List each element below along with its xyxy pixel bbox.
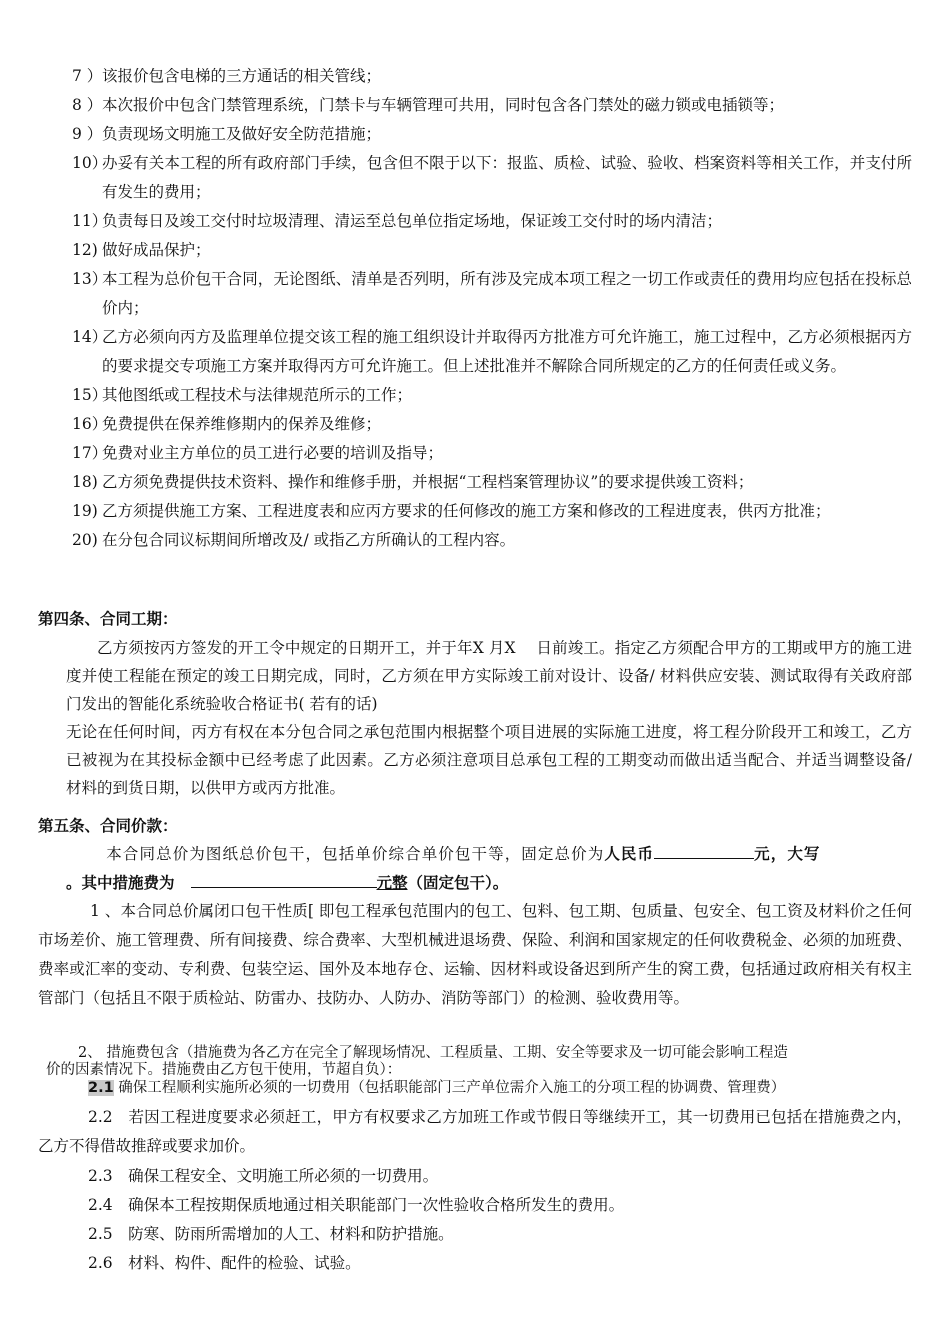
section-2-1 [88, 1080, 785, 1097]
list-item [72, 323, 912, 381]
list-item-text: 负责每日及竣工交付时垃圾清理、清运至总包单位指定场地，保证竣工交付时的场内清洁； [102, 212, 723, 230]
list-item [72, 62, 912, 91]
list-item [72, 468, 912, 497]
yuan-big-label: 元，大写 [754, 844, 821, 863]
list-item-number: 10） [72, 154, 108, 172]
article-5-paragraph-2-line-2: 价的因素情况下。措施费由乙方包干使用，节超自负）： [46, 1062, 402, 1078]
section-2-1-number: 2.1 [88, 1080, 114, 1096]
measure-fee-blank[interactable] [191, 871, 377, 888]
section-2-2: 2.2 若因工程进度要求必须赶工，甲方有权要求乙方加班工作或节假日等继续开工，其一切费用已包括在措施费之内，乙方不得借故推辞或要求加价。 [38, 1108, 912, 1155]
section-2-4: 2.4 确保本工程按期保质地通过相关职能部门一次性验收合格所发生的费用。 [88, 1196, 625, 1214]
list-item-number: 15） [72, 386, 108, 404]
section-2-6: 2.6 材料、构件、配件的检验、试验。 [88, 1254, 361, 1272]
list-item-number: 11） [72, 212, 108, 230]
article-5-paragraph-2-line-1: 2、 措施费包含（措施费为各乙方在完全了解现场情况、工程质量、工期、安全等要求及一切可能会影响工程造 [78, 1045, 788, 1061]
section-2-5: 2.5 防寒、防雨所需增加的人工、材料和防护措施。 [88, 1225, 454, 1243]
list-item [72, 236, 912, 265]
list-item-number: 12) [72, 241, 98, 259]
list-item-number: 17） [72, 444, 108, 462]
list-item [72, 120, 912, 149]
total-price-blank[interactable] [654, 842, 754, 859]
list-item-text: 免费提供在保养维修期内的保养及维修； [102, 415, 382, 433]
list-item-text: 本工程为总价包干合同，无论图纸、清单是否列明，所有涉及完成本项工程之一切工作或责任的费用均应包括在投标总价内； [102, 270, 912, 317]
section-2-3: 2.3 确保工程安全、文明施工所必须的一切费用。 [88, 1167, 439, 1185]
list-item [72, 439, 912, 468]
contract-price-text: 本合同总价为图纸总价包干，包括单价综合单价包干等，固定总价为 [106, 845, 605, 863]
rmb-label: 人民币 [604, 844, 655, 863]
measure-fee-line [66, 869, 912, 897]
list-item-number: 20) [72, 531, 98, 549]
list-item-text: 负责现场文明施工及做好安全防范措施； [102, 125, 382, 143]
list-item-text: 该报价包含电梯的三方通话的相关管线； [102, 67, 382, 85]
measure-fee-label: 。其中措施费为 [66, 873, 175, 892]
list-item [72, 381, 912, 410]
article-4-heading: 第四条、合同工期： [38, 609, 178, 628]
section-2-1-text: 确保工程顺利实施所必须的一切费用（包括职能部门三产单位需介入施工的分项工程的协调费、管理费） [118, 1080, 786, 1096]
list-item [72, 497, 912, 526]
list-item [72, 91, 912, 120]
list-item-number: 18) [72, 473, 98, 491]
contract-price-line [66, 840, 912, 868]
list-item-text: 乙方必须向丙方及监理单位提交该工程的施工组织设计并取得丙方批准方可允许施工，施工过程中，乙方必须根据丙方的要求提交专项施工方案并取得丙方可允许施工。但上述批准并不解除合同所规定的乙方的任何责任或义务。 [102, 328, 912, 375]
yuan-zheng-label: 元整 [376, 873, 408, 892]
list-item-text: 免费对业主方单位的员工进行必要的培训及指导； [102, 444, 444, 462]
list-item-number: 13） [72, 270, 108, 288]
list-item-text: 其他图纸或工程技术与法律规范所示的工作； [102, 386, 413, 404]
list-item [72, 526, 912, 555]
list-item-text: 乙方须提供施工方案、工程进度表和应丙方要求的任何修改的施工方案和修改的工程进度表，供丙方批准； [102, 502, 831, 520]
list-item-text: 在分包合同议标期间所增改及/ 或指乙方所确认的工程内容。 [102, 531, 516, 549]
list-item [72, 207, 912, 236]
list-item-text: 本次报价中包含门禁管理系统，门禁卡与车辆管理可共用，同时包含各门禁处的磁力锁或电插锁等； [102, 96, 785, 114]
list-item-number: 7 ） [72, 67, 103, 85]
article-5-heading: 第五条、合同价款： [38, 816, 178, 835]
article-4-paragraph-1: 乙方须按丙方签发的开工令中规定的日期开工，并于年X 月X 日前竣工。指定乙方须配合甲方的工期或甲方的施工进度并使工程能在预定的竣工日期完成，同时，乙方须在甲方实际竣工前对设计、设备/ 材料供应安装、测试取得有关政府部门发出的智能化系统验收合格证书( 若有的话) [66, 639, 912, 713]
fixed-lump-sum-label: （固定包干）。 [407, 873, 509, 892]
list-item-number: 8 ） [72, 96, 103, 114]
article-5-paragraph-1: 1 、本合同总价属闭口包干性质[ 即包工程承包范围内的包工、包料、包工期、包质量、包安全、包工资及材料价之任何市场差价、施工管理费、所有间接费、综合费率、大型机械进退场费、保险、利润和国家规定的任何收费税金、必须的加班费、费率或汇率的变动、专利费、包装空运、国外及本地存仓、运输、因材料或设备迟到所产生的窝工费，包括通过政府相关有权主管部门（包括且不限于质检站、防雷办、技防办、人防办、消防等部门）的检测、验收费用等。 [38, 902, 912, 1007]
list-item-number: 16） [72, 415, 108, 433]
list-item-text: 乙方须免费提供技术资料、操作和维修手册，并根据“工程档案管理协议”的要求提供竣工资料； [102, 473, 754, 491]
list-item [72, 410, 912, 439]
list-item-number: 9 ） [72, 125, 103, 143]
list-item [72, 149, 912, 207]
article-4-paragraph-2: 无论在任何时间，丙方有权在本分包合同之承包范围内根据整个项目进展的实际施工进度，将工程分阶段开工和竣工，乙方已被视为在其投标金额中已经考虑了此因素。乙方必须注意项目总承包工程的工期变动而做出适当配合、并适当调整设备/ 材料的到货日期，以供甲方或丙方批准。 [66, 723, 912, 797]
list-item-number: 14） [72, 328, 108, 346]
list-item-number: 19) [72, 502, 98, 520]
list-item [72, 265, 912, 323]
list-item-text: 办妥有关本工程的所有政府部门手续，包含但不限于以下：报监、质检、试验、验收、档案资料等相关工作，并支付所有发生的费用； [102, 154, 912, 201]
list-item-text: 做好成品保护； [102, 241, 211, 259]
scope-list [72, 62, 912, 555]
